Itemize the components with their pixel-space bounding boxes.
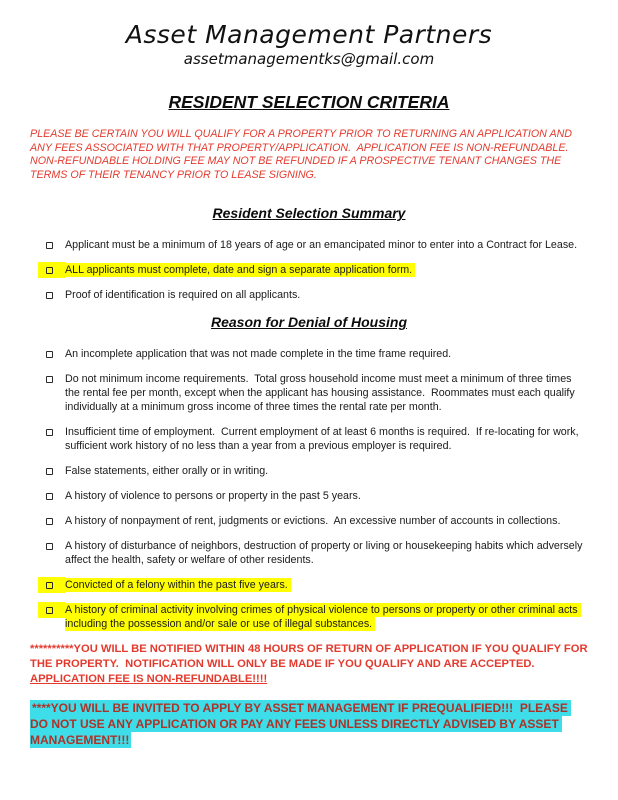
- square-bullet-icon: [46, 242, 53, 249]
- list-item: [30, 514, 588, 528]
- bullet-text: False statements, either orally or in writing.: [65, 465, 269, 478]
- notification-notice-text: **********YOU WILL BE NOTIFIED WITHIN 48 HOURS OF RETURN OF APPLICATION IF YOU QUALIFY FOR THE PROPERTY. NOTIFICATION WILL ONLY BE MADE IF YOU QUALIFY AND ARE ACCEPTED.: [30, 643, 591, 671]
- list-item: [30, 288, 588, 302]
- reason-for-denial-list: [30, 347, 588, 631]
- non-refundable-notice-text: APPLICATION FEE IS NON-REFUNDABLE!!!!: [30, 673, 268, 686]
- square-bullet-icon: [46, 351, 53, 358]
- square-bullet-icon: [46, 468, 53, 475]
- square-bullet-icon: [46, 267, 53, 274]
- bullet-text: ALL applicants must complete, date and sign a separate application form.: [65, 263, 415, 277]
- bullet-text: A history of criminal activity involving crimes of physical violence to persons or property or other criminal acts including the possession and/or sale or use of illegal substances.: [65, 604, 581, 631]
- list-item: [30, 489, 588, 503]
- square-bullet-icon: [46, 376, 53, 383]
- bullet-text: Do not minimum income requirements. Total gross household income must meet a minimum of three times the rental fee per month, except when the applicant has housing assistance. Roommates must each qualify individually at a minimum gross income of three times the rental rate per month.: [65, 373, 578, 414]
- prequalified-notice: [30, 700, 588, 748]
- square-bullet-icon: [46, 292, 53, 299]
- bullet-text: A history of violence to persons or property in the past 5 years.: [65, 490, 361, 503]
- list-item: [30, 425, 588, 453]
- square-bullet-icon: [46, 543, 53, 550]
- list-item: [30, 464, 588, 478]
- document-title: RESIDENT SELECTION CRITERIA: [168, 92, 450, 112]
- bullet-text: Convicted of a felony within the past five years.: [65, 578, 291, 592]
- list-item: [30, 238, 588, 252]
- list-item: [30, 347, 588, 361]
- company-name: Asset Management Partners: [125, 20, 493, 49]
- bullet-text: A history of nonpayment of rent, judgments or evictions. An excessive number of accounts in collections.: [65, 515, 561, 528]
- list-item: [30, 539, 588, 567]
- list-item-highlighted: [30, 578, 588, 592]
- bullet-text: Applicant must be a minimum of 18 years of age or an emancipated minor to enter into a Contract for Lease.: [65, 239, 578, 252]
- square-bullet-icon: [46, 493, 53, 500]
- bullet-text: A history of disturbance of neighbors, destruction of property or living or housekeeping habits which adversely affect the health, safety or welfare of other residents.: [65, 540, 586, 567]
- square-bullet-icon: [46, 607, 53, 614]
- prequalified-notice-text: ****YOU WILL BE INVITED TO APPLY BY ASSET MANAGEMENT IF PREQUALIFIED!!! PLEASE DO NOT USE ANY APPLICATION OR PAY ANY FEES UNLESS DIRECTLY ADVISED BY ASSET MANAGEMENT!!!: [30, 701, 572, 748]
- notification-notice: [30, 642, 591, 687]
- bullet-text: Insufficient time of employment. Current employment of at least 6 months is required. If re-locating for work, sufficient work history of no less than a year from a previous employer is required.: [65, 426, 582, 453]
- company-email: assetmanagementks@gmail.com: [183, 50, 435, 68]
- intro-warning-text: PLEASE BE CERTAIN YOU WILL QUALIFY FOR A PROPERTY PRIOR TO RETURNING AN APPLICATION AND ANY FEES ASSOCIATED WITH THAT PROPERTY/APPLICATION. APPLICATION FEE IS NON-REFUNDABLE. NON-REFUNDABLE HOLDING FEE MAY NOT BE REFUNDED IF A PROSPECTIVE TENANT CHANGES THE TERMS OF THEIR TENANCY PRIOR TO LEASE SIGNING.: [30, 128, 575, 181]
- section-heading-resident-selection-summary: Resident Selection Summary: [212, 205, 406, 222]
- square-bullet-icon: [46, 429, 53, 436]
- square-bullet-icon: [46, 582, 53, 589]
- bullet-text: An incomplete application that was not made complete in the time frame required.: [65, 348, 452, 361]
- list-item-highlighted: [30, 263, 588, 277]
- resident-selection-summary-list: [30, 238, 588, 302]
- section-heading-reason-for-denial: Reason for Denial of Housing: [210, 314, 407, 331]
- bullet-text: Proof of identification is required on all applicants.: [65, 289, 301, 302]
- list-item: [30, 372, 588, 414]
- list-item-highlighted: [30, 603, 588, 631]
- square-bullet-icon: [46, 518, 53, 525]
